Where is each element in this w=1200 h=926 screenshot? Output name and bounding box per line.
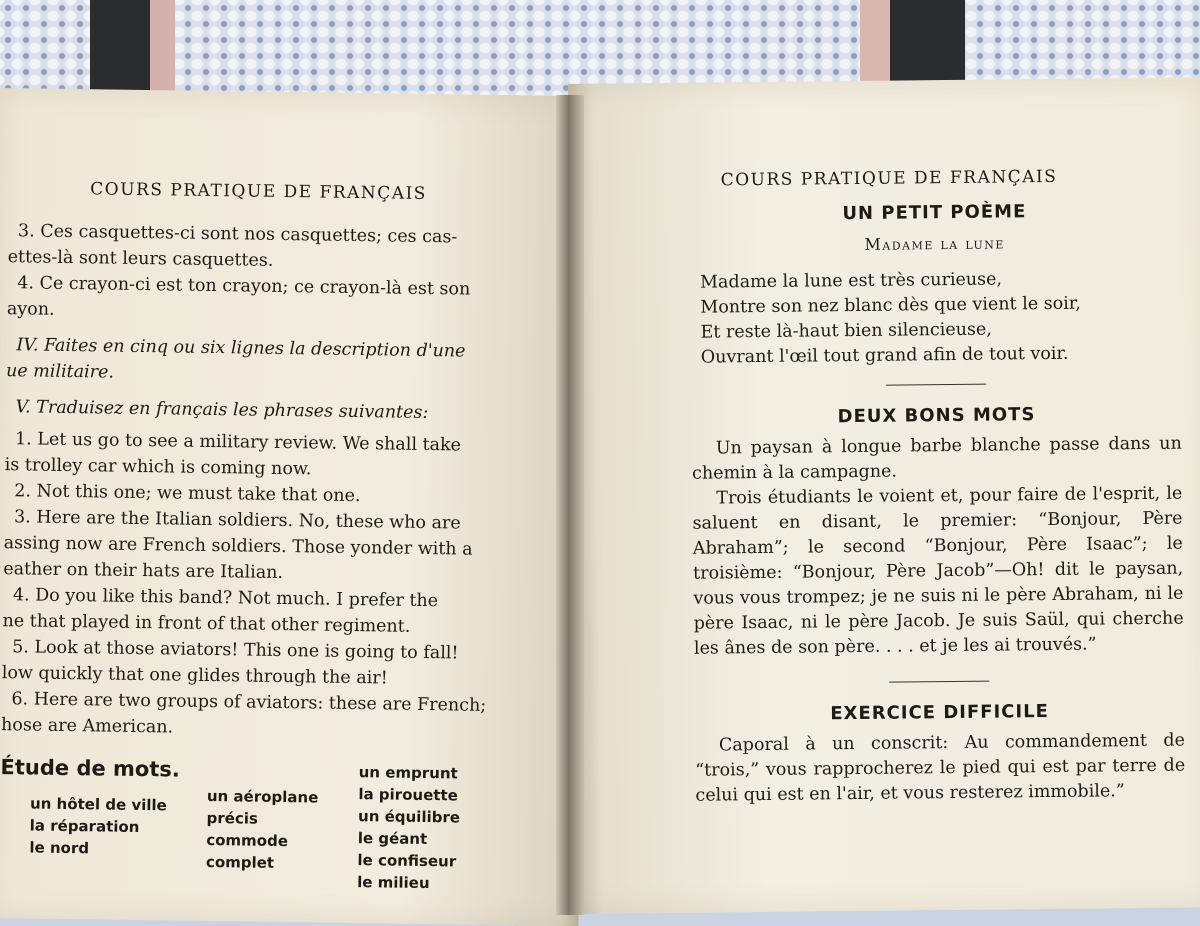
text-line: assing now are French soldiers. Those yonder with a <box>3 533 473 560</box>
text-line: 3. Ces casquettes-ci sont nos casquettes; ces cas- <box>17 221 458 248</box>
poem-line: Madame la lune est très curieuse, <box>699 269 1003 293</box>
right-running-head: COURS PRATIQUE DE FRANÇAIS <box>720 166 1058 191</box>
vocab-word: un équilibre <box>357 807 461 827</box>
poem-line: Ouvrant l'œil tout grand afin de tout voir. <box>700 343 1069 368</box>
paragraph: Caporal à un conscrit: Au commandement de “trois,” vous rapprocherez le pied qui est par terre de celui qui est en l'air, et vous resterez immobile.” <box>695 730 1186 806</box>
text-line: ne that played in front of that other regiment. <box>2 611 411 637</box>
vocab-word: la pirouette <box>358 785 458 805</box>
text-line: is trolley car which is coming now. <box>4 455 312 480</box>
vocab-word: commode <box>206 830 289 851</box>
vocab-word: le milieu <box>357 873 430 893</box>
exercise-heading: IV. Faites en cinq ou six lignes la description d'une <box>16 335 466 362</box>
text-line: ue militaire. <box>5 361 115 383</box>
vocab-word: la réparation <box>29 816 140 837</box>
exercise-heading: V. Traduisez en français les phrases suivantes: <box>15 397 429 424</box>
text-line: 1. Let us go to see a military review. We shall take <box>14 429 462 456</box>
text-line: 2. Not this one; we must take that one. <box>14 481 361 507</box>
right-page-text <box>689 190 1185 809</box>
vocab-column <box>206 785 319 893</box>
poem-subtitle: Madame la lune <box>864 233 1006 254</box>
text-line: 5. Look at those aviators! This one is going to fall! <box>12 637 459 664</box>
text-line: 6. Here are two groups of aviators: these are French; <box>11 689 487 716</box>
vocab-word: un aéroplane <box>206 786 319 807</box>
text-line: low quickly that one glides through the air! <box>1 663 388 689</box>
poem-line: Et reste là-haut bien silencieuse, <box>700 319 992 343</box>
poem-title: UN PETIT POÈME <box>842 201 1027 225</box>
text-line: 4. Ce crayon-ci est ton crayon; ce crayon-là est son <box>17 273 471 300</box>
vocab-word: un hôtel de ville <box>29 794 167 815</box>
left-running-head: COURS PRATIQUE DE FRANÇAIS <box>90 179 428 204</box>
section-divider <box>889 681 989 683</box>
vocab-word: le nord <box>29 838 90 858</box>
right-book-page <box>568 77 1200 914</box>
left-page-text <box>0 218 568 896</box>
vocab-word: complet <box>205 852 275 872</box>
vocab-word: un emprunt <box>358 763 458 783</box>
vocab-word: précis <box>206 808 259 828</box>
paragraph: Trois étudiants le voient et, pour faire de l'esprit, le saluent en disant, le premier: “Bonjour, Père Abraham”; le second “Bonjour, Père Isaac”; le troisième: “Bonjour, Père Jacob”—Oh! dit le paysan, vous vous trompez; je ne suis ni le père Abraham, ni le père Isaac, ni le père Jacob. Je suis Saül, qui cherche les ânes de son père. . . . et je les ai trouvés.” <box>692 483 1184 659</box>
book-gutter <box>556 95 584 915</box>
vocab-column <box>29 792 167 890</box>
text-line: 4. Do you like this band? Not much. I prefer the <box>12 585 439 612</box>
section-title: EXERCICE DIFFICILE <box>830 700 1050 725</box>
text-line: hose are American. <box>0 715 174 738</box>
text-line: eather on their hats are Italian. <box>3 559 284 583</box>
vocab-word: le géant <box>357 829 428 849</box>
section-divider <box>886 384 986 386</box>
vocab-title: Étude de mots. <box>0 755 181 782</box>
text-line: 3. Here are the Italian soldiers. No, these who are <box>13 507 461 534</box>
vocab-word: le confiseur <box>357 851 457 871</box>
poem <box>700 266 1181 371</box>
text-line: ettes-là sont leurs casquettes. <box>7 247 274 271</box>
text-line: ayon. <box>6 299 55 320</box>
paragraph: Un paysan à longue barbe blanche passe dans un chemin à la campagne. <box>691 433 1182 484</box>
vocab-column <box>357 761 461 894</box>
left-book-page <box>0 88 590 926</box>
poem-line: Montre son nez blanc dès que vient le soir, <box>700 293 1081 318</box>
section-title: DEUX BONS MOTS <box>837 404 1036 428</box>
